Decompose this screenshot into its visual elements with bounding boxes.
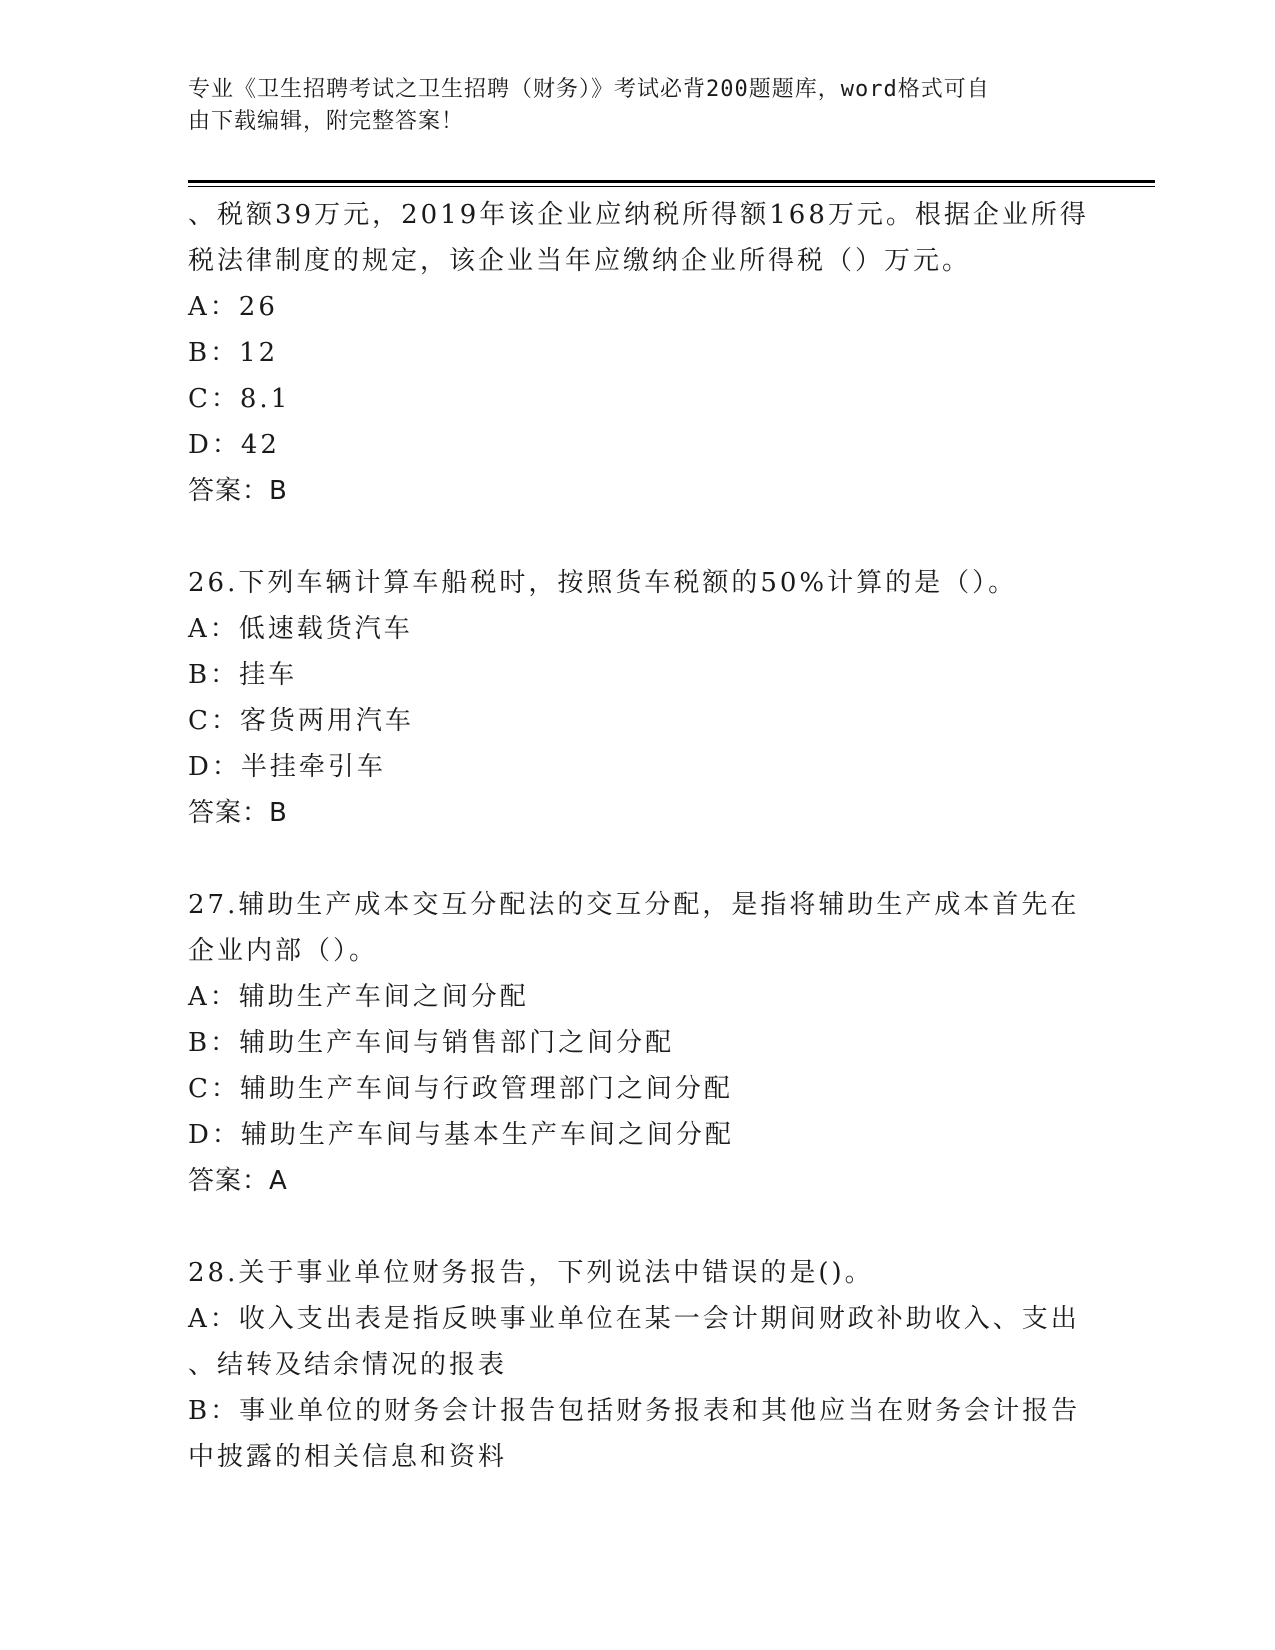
option-d: D：半挂牵引车 [188, 752, 386, 782]
question-stem: 26.下列车辆计算车船税时，按照货车税额的50%计算的是（）。 [188, 568, 1018, 598]
spacer [188, 514, 1088, 560]
spacer [188, 836, 1088, 882]
header-line-1: 专业《卫生招聘考试之卫生招聘（财务）》考试必背200题题库，word格式可自 [188, 77, 990, 102]
option-a: A：26 [188, 292, 278, 322]
option-a: A：低速载货汽车 [188, 614, 413, 644]
option-b: B：辅助生产车间与销售部门之间分配 [188, 1028, 675, 1058]
option-c: C：8.1 [188, 384, 291, 414]
header-line-2: 由下载编辑，附完整答案！ [188, 109, 465, 134]
question-26 [188, 560, 1088, 836]
option-b-continued: 中披露的相关信息和资料 [188, 1442, 508, 1472]
option-c: C：辅助生产车间与行政管理部门之间分配 [188, 1074, 733, 1104]
spacer [188, 1204, 1088, 1250]
question-stem: 税法律制度的规定，该企业当年应缴纳企业所得税（）万元。 [188, 246, 972, 276]
question-stem: 27.辅助生产成本交互分配法的交互分配，是指将辅助生产成本首先在 [188, 890, 1080, 920]
option-a-continued: 、结转及结余情况的报表 [188, 1350, 508, 1380]
option-c: C：客货两用汽车 [188, 706, 414, 736]
option-d: D：辅助生产车间与基本生产车间之间分配 [188, 1120, 734, 1150]
question-stem: 、税额39万元，2019年该企业应纳税所得额168万元。根据企业所得 [188, 200, 1089, 230]
answer-line: 答案：B [188, 798, 288, 828]
header-rule-thin [188, 186, 1155, 187]
question-list [188, 192, 1088, 1480]
header-rule-thick [188, 180, 1155, 183]
question-stem: 企业内部（）。 [188, 936, 379, 966]
option-a: A：收入支出表是指反映事业单位在某一会计期间财政补助收入、支出 [188, 1304, 1080, 1334]
question-25 [188, 192, 1088, 514]
option-b: B：事业单位的财务会计报告包括财务报表和其他应当在财务会计报告 [188, 1396, 1081, 1426]
question-stem: 28.关于事业单位财务报告，下列说法中错误的是()。 [188, 1258, 874, 1288]
document-header [188, 74, 1088, 138]
option-d: D：42 [188, 430, 280, 460]
answer-line: 答案：A [188, 1166, 288, 1196]
answer-line: 答案：B [188, 476, 288, 506]
option-b: B：挂车 [188, 660, 298, 690]
question-27 [188, 882, 1088, 1204]
question-28 [188, 1250, 1088, 1480]
option-b: B：12 [188, 338, 279, 368]
option-a: A：辅助生产车间之间分配 [188, 982, 529, 1012]
